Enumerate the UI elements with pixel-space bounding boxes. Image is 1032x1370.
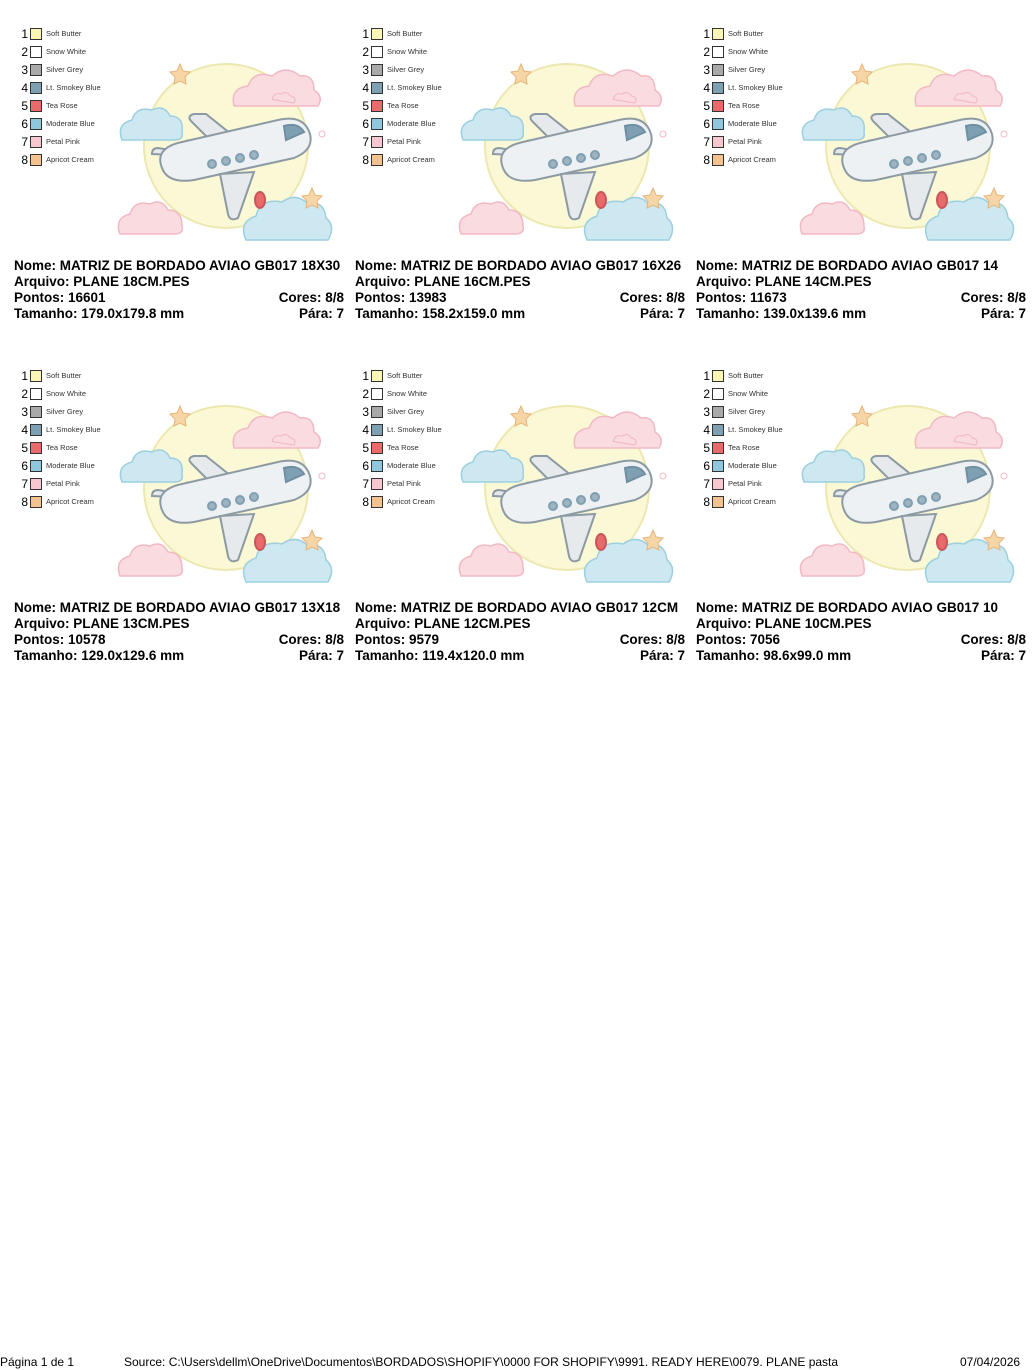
thread-number: 3: [703, 405, 710, 419]
thread-number: 2: [703, 387, 710, 401]
page-number: Página 1 de 1: [0, 1355, 75, 1369]
design-size: 158.2x159.0 mm: [422, 306, 526, 321]
thread-swatch: [371, 100, 383, 112]
pontos-label: Pontos:: [696, 290, 747, 305]
design-card: [349, 26, 691, 346]
thread-item: [698, 62, 808, 80]
stops-count: 7: [1018, 306, 1026, 321]
thread-item: [698, 80, 808, 98]
thread-swatch: [30, 442, 42, 454]
thread-number: 4: [362, 81, 369, 95]
thread-swatch: [371, 388, 383, 400]
design-name: MATRIZ DE BORDADO AVIAO GB017 10: [741, 600, 999, 615]
thread-number: 6: [703, 459, 710, 473]
thread-item: [16, 494, 126, 512]
arquivo-label: Arquivo:: [696, 616, 752, 631]
thread-number: 8: [703, 153, 710, 167]
design-name: MATRIZ DE BORDADO AVIAO GB017 13X18: [59, 600, 341, 615]
thread-number: 1: [703, 27, 710, 41]
design-info: [696, 258, 1026, 322]
design-info: [14, 258, 344, 322]
thread-swatch: [712, 406, 724, 418]
design-info: [355, 600, 685, 664]
thread-item: [16, 404, 126, 422]
airplane-embroidery-preview: [457, 376, 669, 588]
thread-name: Apricot Cream: [387, 155, 435, 164]
colors-count: 8/8: [325, 632, 344, 647]
thread-item: [698, 476, 808, 494]
thread-swatch: [30, 28, 42, 40]
design-size: 179.0x179.8 mm: [81, 306, 185, 321]
stitch-count: 9579: [409, 632, 440, 647]
thread-swatch: [712, 496, 724, 508]
thread-name: Lt. Smokey Blue: [46, 83, 101, 92]
thread-number: 8: [703, 495, 710, 509]
thread-swatch: [371, 46, 383, 58]
thread-number: 6: [362, 459, 369, 473]
thread-item: [357, 440, 467, 458]
thread-swatch: [712, 442, 724, 454]
thread-swatch: [712, 370, 724, 382]
thread-name: Soft Butter: [728, 29, 764, 38]
thread-number: 4: [362, 423, 369, 437]
thread-number: 7: [21, 135, 28, 149]
thread-number: 6: [21, 117, 28, 131]
thread-swatch: [30, 64, 42, 76]
thread-swatch: [30, 370, 42, 382]
thread-number: 1: [21, 27, 28, 41]
tamanho-label: Tamanho:: [355, 306, 419, 321]
thread-number: 6: [21, 459, 28, 473]
thread-number: 5: [362, 99, 369, 113]
thread-number: 7: [21, 477, 28, 491]
thread-name: Petal Pink: [728, 137, 762, 146]
thread-name: Snow White: [387, 389, 428, 398]
thread-item: [16, 386, 126, 404]
cores-label: Cores:: [960, 632, 1004, 647]
para-label: Pára:: [980, 306, 1015, 321]
colors-field: [961, 290, 1026, 306]
stops-count: 7: [1018, 648, 1026, 663]
thread-swatch: [371, 442, 383, 454]
airplane-embroidery-preview: [798, 34, 1010, 246]
thread-name: Lt. Smokey Blue: [387, 425, 442, 434]
file-name: PLANE 10CM.PES: [755, 616, 872, 631]
arquivo-label: Arquivo:: [14, 616, 70, 631]
thread-item: [357, 80, 467, 98]
thread-name: Moderate Blue: [46, 119, 95, 128]
thread-item: [16, 26, 126, 44]
colors-field: [620, 632, 685, 648]
thread-swatch: [30, 100, 42, 112]
tamanho-label: Tamanho:: [696, 648, 760, 663]
design-card: [8, 368, 350, 688]
thread-name: Soft Butter: [46, 29, 82, 38]
file-name: PLANE 12CM.PES: [414, 616, 531, 631]
airplane-embroidery-preview: [457, 34, 669, 246]
design-info: [696, 600, 1026, 664]
thread-swatch: [371, 496, 383, 508]
thread-swatch: [371, 478, 383, 490]
thread-name: Snow White: [728, 47, 769, 56]
arquivo-label: Arquivo:: [696, 274, 752, 289]
para-label: Pára:: [639, 306, 674, 321]
cores-label: Cores:: [619, 632, 663, 647]
thread-name: Tea Rose: [46, 443, 78, 452]
design-size: 139.0x139.6 mm: [763, 306, 867, 321]
thread-item: [698, 152, 808, 170]
colors-field: [279, 632, 344, 648]
thread-name: Silver Grey: [46, 407, 84, 416]
thread-name: Moderate Blue: [46, 461, 95, 470]
thread-number: 1: [21, 369, 28, 383]
nome-label: Nome:: [355, 258, 398, 273]
stops-field: [981, 306, 1026, 322]
thread-number: 8: [21, 153, 28, 167]
stops-field: [640, 648, 685, 664]
para-label: Pára:: [298, 306, 333, 321]
thread-item: [357, 134, 467, 152]
thread-swatch: [712, 64, 724, 76]
file-name: PLANE 18CM.PES: [73, 274, 190, 289]
thread-number: 8: [362, 153, 369, 167]
thread-number: 3: [362, 405, 369, 419]
thread-number: 3: [362, 63, 369, 77]
thread-number: 3: [21, 405, 28, 419]
colors-count: 8/8: [666, 632, 685, 647]
thread-number: 8: [362, 495, 369, 509]
stops-field: [299, 306, 344, 322]
arquivo-label: Arquivo:: [14, 274, 70, 289]
thread-number: 2: [21, 45, 28, 59]
colors-field: [961, 632, 1026, 648]
thread-name: Soft Butter: [728, 371, 764, 380]
stops-field: [640, 306, 685, 322]
colors-count: 8/8: [1007, 632, 1026, 647]
thread-name: Petal Pink: [387, 137, 421, 146]
thread-item: [16, 368, 126, 386]
thread-number: 3: [703, 63, 710, 77]
thread-swatch: [712, 82, 724, 94]
thread-number: 2: [362, 45, 369, 59]
thread-name: Moderate Blue: [387, 119, 436, 128]
stops-count: 7: [677, 648, 685, 663]
pontos-label: Pontos:: [14, 290, 65, 305]
colors-field: [279, 290, 344, 306]
file-name: PLANE 13CM.PES: [73, 616, 190, 631]
source-path: Source: C:\Users\dellm\OneDrive\Documentos\BORDADOS\SHOPIFY\0000 FOR SHOPIFY\9991. READY HERE\0079. PLANE pasta: [124, 1355, 839, 1369]
thread-name: Lt. Smokey Blue: [728, 425, 783, 434]
thread-item: [698, 116, 808, 134]
thread-name: Moderate Blue: [728, 119, 777, 128]
thread-swatch: [371, 460, 383, 472]
thread-item: [16, 116, 126, 134]
thread-number: 1: [362, 27, 369, 41]
thread-item: [357, 368, 467, 386]
thread-name: Tea Rose: [728, 443, 760, 452]
thread-number: 2: [21, 387, 28, 401]
thread-number: 6: [362, 117, 369, 131]
stitch-count: 10578: [68, 632, 106, 647]
thread-swatch: [371, 82, 383, 94]
thread-swatch: [371, 154, 383, 166]
stops-field: [981, 648, 1026, 664]
thread-item: [357, 98, 467, 116]
thread-number: 5: [703, 441, 710, 455]
thread-name: Snow White: [46, 47, 87, 56]
design-name: MATRIZ DE BORDADO AVIAO GB017 18X30: [59, 258, 341, 273]
cores-label: Cores:: [278, 290, 322, 305]
thread-item: [698, 44, 808, 62]
thread-name: Moderate Blue: [387, 461, 436, 470]
thread-swatch: [712, 154, 724, 166]
thread-name: Soft Butter: [387, 371, 423, 380]
thread-name: Apricot Cream: [46, 497, 94, 506]
thread-name: Petal Pink: [46, 137, 80, 146]
thread-name: Soft Butter: [387, 29, 423, 38]
thread-name: Lt. Smokey Blue: [728, 83, 783, 92]
thread-number: 5: [362, 441, 369, 455]
file-name: PLANE 14CM.PES: [755, 274, 872, 289]
thread-item: [16, 458, 126, 476]
thread-name: Tea Rose: [387, 443, 419, 452]
thread-swatch: [30, 424, 42, 436]
thread-name: Soft Butter: [46, 371, 82, 380]
colors-count: 8/8: [325, 290, 344, 305]
airplane-embroidery-preview: [798, 376, 1010, 588]
pontos-label: Pontos:: [355, 290, 406, 305]
thread-item: [16, 476, 126, 494]
design-name: MATRIZ DE BORDADO AVIAO GB017 16X26: [400, 258, 682, 273]
thread-swatch: [30, 136, 42, 148]
colors-field: [620, 290, 685, 306]
nome-label: Nome:: [355, 600, 398, 615]
thread-name: Lt. Smokey Blue: [46, 425, 101, 434]
thread-number: 2: [703, 45, 710, 59]
stitch-count: 13983: [409, 290, 447, 305]
thread-item: [698, 458, 808, 476]
thread-name: Petal Pink: [387, 479, 421, 488]
thread-item: [16, 80, 126, 98]
thread-number: 4: [21, 423, 28, 437]
file-name: PLANE 16CM.PES: [414, 274, 531, 289]
thread-item: [357, 152, 467, 170]
thread-number: 5: [21, 99, 28, 113]
stops-count: 7: [336, 306, 344, 321]
stitch-count: 7056: [750, 632, 781, 647]
thread-name: Moderate Blue: [728, 461, 777, 470]
thread-item: [698, 386, 808, 404]
thread-swatch: [30, 118, 42, 130]
stops-count: 7: [336, 648, 344, 663]
nome-label: Nome:: [14, 258, 57, 273]
tamanho-label: Tamanho:: [14, 648, 78, 663]
thread-name: Apricot Cream: [46, 155, 94, 164]
design-name: MATRIZ DE BORDADO AVIAO GB017 12CM: [400, 600, 679, 615]
thread-item: [357, 386, 467, 404]
thread-item: [698, 368, 808, 386]
thread-item: [698, 26, 808, 44]
thread-number: 4: [703, 423, 710, 437]
thread-item: [357, 458, 467, 476]
design-name: MATRIZ DE BORDADO AVIAO GB017 14: [741, 258, 999, 273]
thread-swatch: [30, 388, 42, 400]
thread-item: [698, 134, 808, 152]
cores-label: Cores:: [619, 290, 663, 305]
thread-name: Snow White: [46, 389, 87, 398]
thread-swatch: [30, 406, 42, 418]
thread-swatch: [30, 46, 42, 58]
airplane-embroidery-preview: [116, 34, 328, 246]
thread-swatch: [712, 460, 724, 472]
nome-label: Nome:: [14, 600, 57, 615]
thread-number: 7: [703, 477, 710, 491]
thread-swatch: [371, 406, 383, 418]
thread-name: Silver Grey: [387, 407, 425, 416]
design-card: [690, 368, 1032, 688]
thread-item: [16, 422, 126, 440]
thread-name: Apricot Cream: [728, 155, 776, 164]
thread-number: 1: [703, 369, 710, 383]
thread-number: 8: [21, 495, 28, 509]
thread-swatch: [371, 424, 383, 436]
thread-number: 1: [362, 369, 369, 383]
pontos-label: Pontos:: [355, 632, 406, 647]
thread-item: [698, 404, 808, 422]
thread-name: Petal Pink: [728, 479, 762, 488]
thread-item: [357, 26, 467, 44]
thread-item: [16, 152, 126, 170]
design-card: [690, 26, 1032, 346]
thread-swatch: [371, 28, 383, 40]
tamanho-label: Tamanho:: [696, 306, 760, 321]
stops-count: 7: [677, 306, 685, 321]
arquivo-label: Arquivo:: [355, 616, 411, 631]
thread-name: Tea Rose: [387, 101, 419, 110]
design-info: [14, 600, 344, 664]
thread-item: [698, 98, 808, 116]
thread-number: 7: [362, 135, 369, 149]
thread-item: [698, 494, 808, 512]
thread-name: Lt. Smokey Blue: [387, 83, 442, 92]
cores-label: Cores:: [278, 632, 322, 647]
thread-number: 7: [703, 135, 710, 149]
thread-swatch: [712, 46, 724, 58]
colors-count: 8/8: [1007, 290, 1026, 305]
thread-swatch: [712, 424, 724, 436]
thread-item: [698, 422, 808, 440]
page-footer: [0, 1354, 1024, 1370]
design-size: 129.0x129.6 mm: [81, 648, 185, 663]
thread-item: [357, 422, 467, 440]
thread-item: [357, 116, 467, 134]
thread-item: [357, 494, 467, 512]
thread-name: Apricot Cream: [728, 497, 776, 506]
thread-number: 4: [703, 81, 710, 95]
stitch-count: 16601: [68, 290, 106, 305]
thread-item: [16, 44, 126, 62]
stitch-count: 11673: [750, 290, 787, 305]
tamanho-label: Tamanho:: [14, 306, 78, 321]
para-label: Pára:: [980, 648, 1015, 663]
thread-name: Apricot Cream: [387, 497, 435, 506]
thread-swatch: [371, 118, 383, 130]
design-size: 119.4x120.0 mm: [422, 648, 525, 663]
thread-item: [16, 98, 126, 116]
design-card: [8, 26, 350, 346]
thread-swatch: [30, 154, 42, 166]
thread-swatch: [712, 478, 724, 490]
thread-item: [16, 62, 126, 80]
thread-number: 5: [703, 99, 710, 113]
thread-item: [357, 44, 467, 62]
thread-swatch: [30, 82, 42, 94]
pontos-label: Pontos:: [14, 632, 65, 647]
thread-name: Snow White: [387, 47, 428, 56]
print-date: 07/04/2026: [960, 1355, 1021, 1369]
thread-name: Silver Grey: [728, 407, 766, 416]
para-label: Pára:: [639, 648, 674, 663]
colors-count: 8/8: [666, 290, 685, 305]
thread-number: 4: [21, 81, 28, 95]
thread-item: [698, 440, 808, 458]
thread-swatch: [712, 100, 724, 112]
thread-item: [357, 476, 467, 494]
design-card: [349, 368, 691, 688]
thread-swatch: [30, 460, 42, 472]
thread-swatch: [30, 478, 42, 490]
pontos-label: Pontos:: [696, 632, 747, 647]
thread-name: Petal Pink: [46, 479, 80, 488]
para-label: Pára:: [298, 648, 333, 663]
thread-swatch: [30, 496, 42, 508]
thread-number: 2: [362, 387, 369, 401]
thread-swatch: [371, 64, 383, 76]
nome-label: Nome:: [696, 600, 739, 615]
thread-swatch: [712, 136, 724, 148]
thread-swatch: [712, 388, 724, 400]
thread-item: [357, 404, 467, 422]
thread-item: [357, 62, 467, 80]
thread-number: 3: [21, 63, 28, 77]
thread-number: 7: [362, 477, 369, 491]
cores-label: Cores:: [960, 290, 1004, 305]
design-size: 98.6x99.0 mm: [763, 648, 852, 663]
thread-name: Tea Rose: [46, 101, 78, 110]
thread-name: Tea Rose: [728, 101, 760, 110]
thread-item: [16, 134, 126, 152]
thread-number: 6: [703, 117, 710, 131]
tamanho-label: Tamanho:: [355, 648, 419, 663]
design-info: [355, 258, 685, 322]
thread-swatch: [371, 136, 383, 148]
nome-label: Nome:: [696, 258, 739, 273]
thread-name: Silver Grey: [728, 65, 766, 74]
thread-swatch: [712, 118, 724, 130]
arquivo-label: Arquivo:: [355, 274, 411, 289]
thread-item: [16, 440, 126, 458]
airplane-embroidery-preview: [116, 376, 328, 588]
thread-name: Silver Grey: [46, 65, 84, 74]
thread-name: Silver Grey: [387, 65, 425, 74]
thread-name: Snow White: [728, 389, 769, 398]
thread-swatch: [712, 28, 724, 40]
thread-swatch: [371, 370, 383, 382]
thread-number: 5: [21, 441, 28, 455]
stops-field: [299, 648, 344, 664]
